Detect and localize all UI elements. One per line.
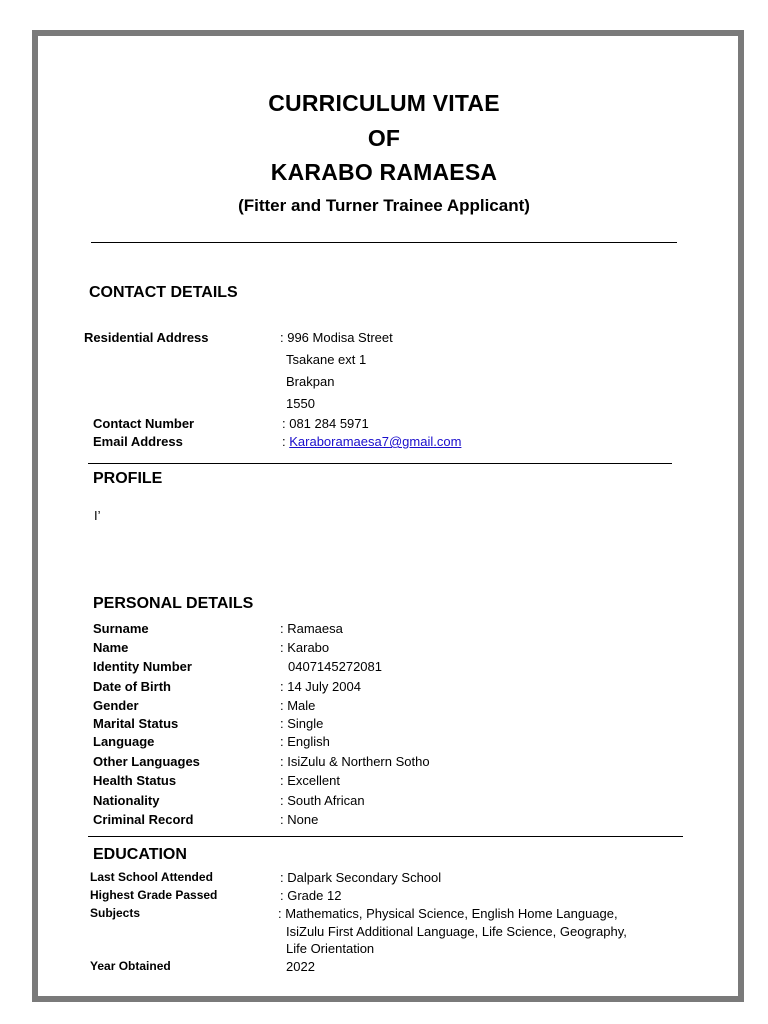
highest-grade-label: Highest Grade Passed [90,888,218,902]
contact-divider [88,463,672,464]
residential-address-label: Residential Address [84,330,209,345]
cv-subtitle: (Fitter and Turner Trainee Applicant) [238,196,530,215]
criminal-record-value: : None [280,812,319,827]
education-heading: EDUCATION [93,846,187,863]
address-line-3: Brakpan [286,374,335,389]
gender-label: Gender [93,698,139,713]
personal-details-heading: PERSONAL DETAILS [93,595,254,612]
subjects-line-2: IsiZulu First Additional Language, Life Science, Geography, [286,924,627,939]
marital-status-value: : Single [280,716,324,731]
health-status-label: Health Status [93,773,177,788]
surname-value: : Ramaesa [280,621,343,636]
identity-number-value: 0407145272081 [288,659,382,674]
criminal-record-label: Criminal Record [93,812,194,827]
cv-title: CURRICULUM VITAE [268,90,500,116]
surname-label: Surname [93,621,149,636]
email-link[interactable]: Karaboramaesa7@gmail.com [289,434,462,449]
address-line-4: 1550 [286,396,315,411]
name-value: : Karabo [280,640,330,655]
email-address-value [282,434,461,449]
contact-number-label: Contact Number [93,416,195,431]
subjects-line-3: Life Orientation [286,941,375,956]
nationality-value: : South African [280,793,365,808]
cv-applicant-name: KARABO RAMAESA [270,159,498,185]
contact-number-value: : 081 284 5971 [282,416,369,431]
language-value: : English [280,734,330,749]
health-status-value: : Excellent [280,773,340,788]
address-line-1: : 996 Modisa Street [280,330,393,345]
email-address-label: Email Address [93,434,183,449]
subjects-line-1: : Mathematics, Physical Science, English Home Language, [278,906,618,921]
other-languages-label: Other Languages [93,754,200,769]
address-line-2: Tsakane ext 1 [286,352,367,367]
other-languages-value: : IsiZulu & Northern Sotho [280,754,430,769]
profile-text: I’ [94,508,101,523]
header-divider [91,242,677,243]
date-of-birth-value: : 14 July 2004 [280,679,361,694]
gender-value: : Male [280,698,316,713]
date-of-birth-label: Date of Birth [93,679,171,694]
name-label: Name [93,640,129,655]
year-obtained-value: 2022 [286,959,315,974]
year-obtained-label: Year Obtained [90,959,171,973]
last-school-value: : Dalpark Secondary School [280,870,442,885]
personal-divider [88,836,683,837]
contact-details-heading: CONTACT DETAILS [89,284,238,301]
language-label: Language [93,734,155,749]
cv-title-of: OF [367,125,401,151]
subjects-label: Subjects [90,906,141,920]
marital-status-label: Marital Status [93,716,179,731]
identity-number-label: Identity Number [93,659,192,674]
profile-heading: PROFILE [93,470,163,487]
nationality-label: Nationality [93,793,160,808]
highest-grade-value: : Grade 12 [280,888,342,903]
email-prefix: : [282,434,290,449]
last-school-label: Last School Attended [90,870,213,884]
